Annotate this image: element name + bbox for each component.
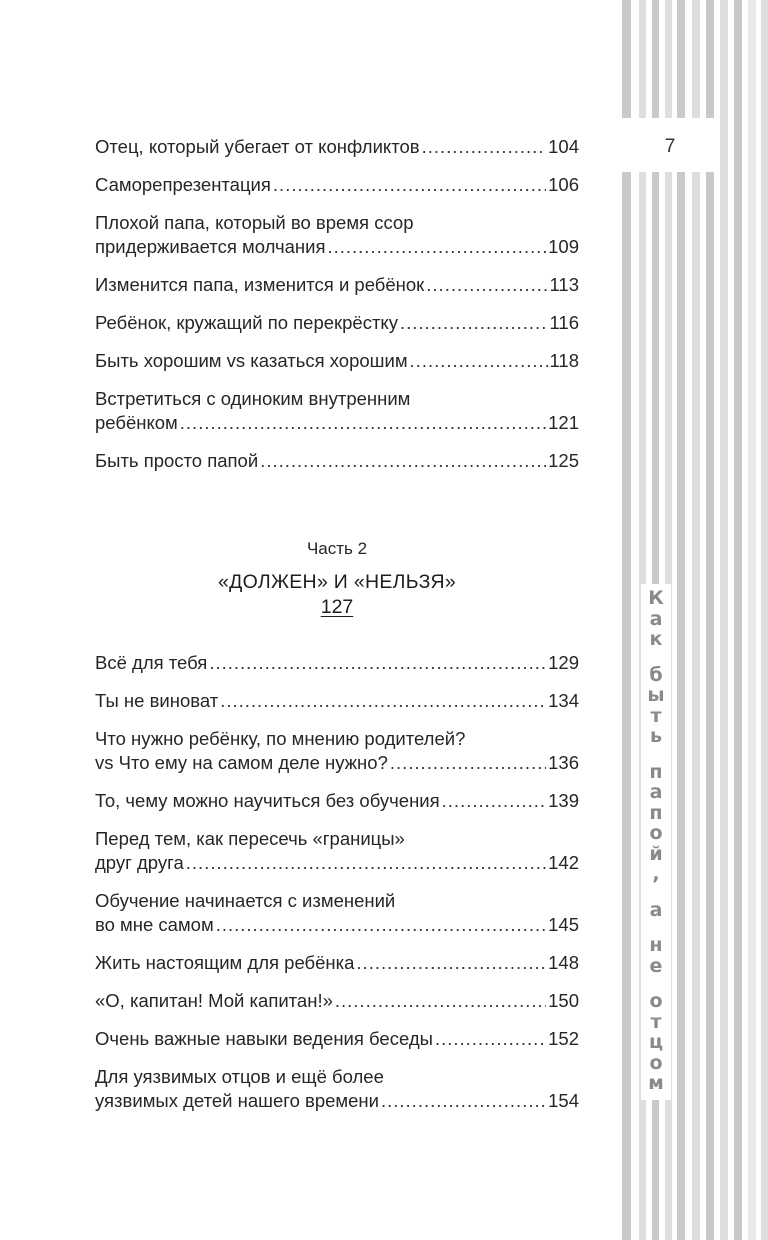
toc-entry-title-line: Что нужно ребёнку, по мнению родителей? — [95, 728, 466, 749]
part-title: «ДОЛЖЕН» И «НЕЛЬЗЯ» — [217, 571, 457, 593]
toc-entry-line — [95, 411, 579, 435]
toc-entry — [95, 1027, 579, 1051]
stripe — [720, 0, 728, 1240]
toc-entry-line — [95, 449, 579, 473]
dot-leader — [260, 449, 546, 473]
stripe — [734, 0, 742, 1240]
side-title-letter: ц — [648, 1031, 664, 1053]
toc-entry-line — [95, 349, 579, 373]
dot-leader — [180, 411, 546, 435]
toc-entry — [95, 349, 579, 373]
dot-leader — [410, 349, 548, 373]
side-title-letter: , — [652, 863, 660, 885]
side-title-letter: а — [649, 781, 663, 803]
toc-entry — [95, 273, 579, 297]
dot-leader — [426, 273, 547, 297]
dot-leader — [216, 913, 546, 937]
side-title-letter: е — [649, 954, 663, 977]
dot-leader — [273, 173, 546, 197]
dot-leader — [356, 951, 546, 975]
dot-leader — [381, 1089, 546, 1113]
toc-entry-line — [95, 173, 579, 197]
page-number: 7 — [664, 136, 676, 157]
toc-entry-line — [95, 989, 579, 1013]
toc-entry-page-number: 145 — [548, 914, 579, 935]
side-title-letter: ь — [649, 725, 662, 747]
side-title-letter: й — [649, 842, 663, 865]
toc-entry — [95, 651, 579, 675]
side-title-word — [641, 935, 671, 976]
toc-entry-page-number: 109 — [548, 236, 579, 257]
toc-entry-title-line: во мне самом — [95, 914, 214, 935]
toc-entry — [95, 789, 579, 813]
side-title-word — [641, 588, 671, 650]
stripe — [622, 0, 631, 1240]
toc-entry-page-number: 139 — [548, 790, 579, 811]
dot-leader — [435, 1027, 546, 1051]
stripe — [761, 0, 768, 1240]
toc-entry-line — [95, 1089, 579, 1113]
toc-entry — [95, 211, 579, 259]
part-label: Часть 2 — [306, 539, 368, 558]
toc-entry — [95, 311, 579, 335]
toc-entry-page-number: 134 — [548, 690, 579, 711]
toc-entry — [95, 1065, 579, 1113]
toc-entry-line — [95, 851, 579, 875]
toc-section-part2 — [95, 651, 579, 1127]
toc-entry-line — [95, 651, 579, 675]
toc-entry-page-number: 136 — [548, 752, 579, 773]
side-book-title — [641, 584, 671, 1100]
toc-entry-page-number: 152 — [548, 1028, 579, 1049]
toc-entry-title-line: Жить настоящим для ребёнка — [95, 952, 355, 973]
toc-entry — [95, 135, 579, 159]
side-title-word — [641, 665, 671, 747]
side-title-letter: п — [649, 760, 663, 783]
side-title-letter: о — [649, 1051, 663, 1074]
toc-section-part1 — [95, 135, 579, 487]
side-title-letter: н — [649, 934, 663, 956]
stripe — [692, 0, 700, 1240]
toc-entry — [95, 827, 579, 875]
toc-entry-title-line: уязвимых детей нашего времени — [95, 1090, 379, 1111]
toc-entry-page-number: 116 — [549, 312, 579, 333]
dot-leader — [335, 989, 546, 1013]
part-heading — [95, 538, 579, 619]
dot-leader — [390, 751, 546, 775]
toc-entry-page-number: 142 — [548, 852, 579, 873]
toc-entry-title-line: Изменится папа, изменится и ребёнок — [95, 274, 425, 295]
side-title-word — [641, 900, 671, 921]
toc-entry — [95, 727, 579, 775]
side-title-letter: м — [648, 1072, 664, 1094]
toc-entry-title-line: «О, капитан! Мой капитан!» — [95, 990, 333, 1011]
toc-entry-line — [95, 311, 579, 335]
toc-entry-title-line: vs Что ему на самом деле нужно? — [95, 752, 388, 773]
side-title-word — [641, 991, 671, 1094]
toc-entry-title-line: Перед тем, как пересечь «границы» — [95, 828, 405, 849]
toc-entry — [95, 387, 579, 435]
side-title-letter: п — [649, 801, 663, 824]
toc-entry-page-number: 113 — [549, 274, 579, 295]
toc-entry — [95, 889, 579, 937]
toc-entry-page-number: 148 — [548, 952, 579, 973]
toc-entry-line — [95, 913, 579, 937]
toc-entry-page-number: 154 — [548, 1090, 579, 1111]
toc-entry-line — [95, 751, 579, 775]
toc-entry-title-line: Для уязвимых отцов и ещё более — [95, 1066, 384, 1087]
dot-leader — [327, 235, 546, 259]
dot-leader — [400, 311, 548, 335]
toc-entry-line — [95, 789, 579, 813]
toc-entry-title-line: Плохой папа, который во время ссор — [95, 212, 414, 233]
side-title-letter: к — [649, 628, 663, 650]
toc-entry-title-line: Быть хорошим vs казаться хорошим — [95, 350, 408, 371]
side-title-letter: о — [649, 822, 663, 844]
stripe — [706, 0, 714, 1240]
toc-entry-line — [95, 689, 579, 713]
toc-entry — [95, 951, 579, 975]
toc-entry-title-line: Всё для тебя — [95, 652, 208, 673]
stripe — [677, 0, 685, 1240]
dot-leader — [209, 651, 546, 675]
side-title-letter: а — [649, 898, 663, 921]
toc-entry-title-line: друг друга — [95, 852, 184, 873]
toc-entry-title-line: Очень важные навыки ведения беседы — [95, 1028, 433, 1049]
toc-entry-title-line: Ты не виноват — [95, 690, 219, 711]
toc-entry-line — [95, 235, 579, 259]
side-title-letter: К — [648, 587, 664, 609]
side-title-letter: б — [649, 663, 663, 686]
toc-entry-title-line: Быть просто папой — [95, 450, 259, 471]
toc-entry-line — [95, 135, 579, 159]
toc-entry — [95, 449, 579, 473]
part-page-number: 127 — [320, 596, 354, 618]
toc-entry-title-line: Встретиться с одиноким внутренним — [95, 388, 411, 409]
toc-entry-line — [95, 951, 579, 975]
side-title-letter: о — [649, 990, 663, 1012]
toc-entry-page-number: 125 — [548, 450, 579, 471]
side-title-letter: т — [650, 1010, 662, 1033]
toc-entry-page-number: 121 — [548, 412, 579, 433]
toc-entry-title-line: Саморепрезентация — [95, 174, 271, 195]
toc-entry-title-line: То, чему можно научиться без обучения — [95, 790, 440, 811]
stripe — [748, 0, 756, 1240]
toc-entry-line — [95, 273, 579, 297]
toc-entry-line — [95, 1027, 579, 1051]
side-title-letter: ы — [647, 684, 665, 706]
toc-entry-title-line: Отец, который убегает от конфликтов — [95, 136, 420, 157]
toc-entry-page-number: 104 — [548, 136, 579, 157]
toc-entry-page-number: 150 — [548, 990, 579, 1011]
toc-entry-title-line: Обучение начинается с изменений — [95, 890, 396, 911]
toc-entry-page-number: 118 — [549, 350, 579, 371]
toc-entry-page-number: 106 — [548, 174, 579, 195]
dot-leader — [422, 135, 547, 159]
dot-leader — [220, 689, 546, 713]
side-title-letter: т — [650, 704, 662, 727]
toc-entry — [95, 689, 579, 713]
toc-entry-title-line: придерживается молчания — [95, 236, 326, 257]
toc-entry-page-number: 129 — [548, 652, 579, 673]
dot-leader — [186, 851, 546, 875]
toc-entry — [95, 173, 579, 197]
toc-entry-title-line: Ребёнок, кружащий по перекрёстку — [95, 312, 398, 333]
side-title-word — [641, 762, 671, 885]
toc-entry — [95, 989, 579, 1013]
toc-entry-title-line: ребёнком — [95, 412, 178, 433]
side-title-letter: а — [649, 607, 663, 630]
dot-leader — [442, 789, 546, 813]
